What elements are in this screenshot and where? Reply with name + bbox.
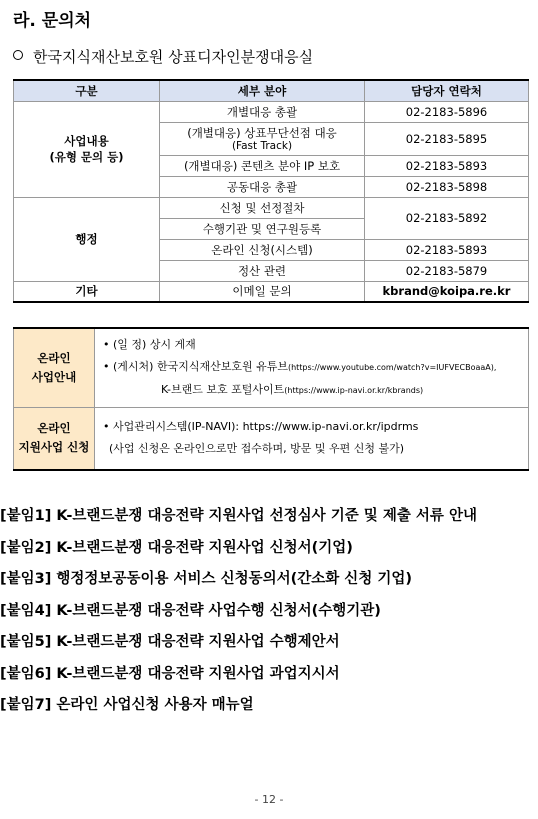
ipnavi-line[interactable]: • 사업관리시스템(IP-NAVI): https://www.ip-navi.or.kr/ipdrms bbox=[103, 420, 419, 434]
publish-text: • (게시처) 한국지식재산보호원 유튜브 bbox=[103, 360, 288, 373]
field-cell: 수행기관 및 연구원등록 bbox=[160, 218, 365, 239]
field-subtext: (Fast Track) bbox=[231, 139, 293, 152]
section-subheading bbox=[13, 46, 313, 67]
attachment-3: [붙임3] 행정정보공동이용 서비스 신청동의서(간소화 신청 기업) bbox=[0, 571, 413, 587]
group-etc: 기타 bbox=[14, 281, 160, 302]
online-guide-label-line2: 사업안내 bbox=[31, 370, 77, 384]
online-info-table bbox=[13, 327, 529, 471]
field-cell: (개별대응) 콘텐츠 분야 IP 보호 bbox=[160, 155, 365, 176]
header-category: 구분 bbox=[14, 80, 160, 101]
youtube-link[interactable]: (https://www.youtube.com/watch?v=IUFVECBoaaA), bbox=[287, 363, 497, 372]
contact-email-cell: kbrand@koipa.re.kr bbox=[365, 281, 529, 302]
schedule-line: • (일 정) 상시 게재 bbox=[103, 338, 196, 351]
section-heading: 라. 문의처 bbox=[13, 11, 92, 31]
contact-cell: 02-2183-5893 bbox=[365, 239, 529, 260]
application-note: (사업 신청은 온라인으로만 접수하며, 방문 및 우편 신청 불가) bbox=[109, 442, 405, 456]
attachment-2: [붙임2] K-브랜드분쟁 대응전략 지원사업 신청서(기업) bbox=[0, 540, 353, 556]
field-cell bbox=[160, 122, 365, 155]
contact-cell: 02-2183-5893 bbox=[365, 155, 529, 176]
publish-line bbox=[103, 356, 520, 379]
contact-cell: 02-2183-5892 bbox=[365, 197, 529, 239]
field-cell: 정산 관련 bbox=[160, 260, 365, 281]
field-cell: 온라인 신청(시스템) bbox=[160, 239, 365, 260]
online-support-label bbox=[14, 408, 95, 470]
portal-line bbox=[103, 379, 520, 402]
contact-cell: 02-2183-5896 bbox=[365, 101, 529, 122]
field-cell: 개별대응 총괄 bbox=[160, 101, 365, 122]
header-contact: 담당자 연락처 bbox=[365, 80, 529, 101]
page-number: - 12 - bbox=[254, 793, 284, 806]
online-guide-content bbox=[95, 328, 529, 408]
online-guide-label bbox=[14, 328, 95, 408]
attachment-5: [붙임5] K-브랜드분쟁 대응전략 지원사업 수행제안서 bbox=[0, 634, 340, 650]
group-business-line1: 사업내용 bbox=[64, 134, 109, 148]
header-field: 세부 분야 bbox=[160, 80, 365, 101]
contact-table bbox=[13, 79, 529, 303]
contact-cell: 02-2183-5879 bbox=[365, 260, 529, 281]
group-admin: 행정 bbox=[14, 197, 160, 281]
table-row bbox=[14, 197, 529, 218]
field-cell: 공동대응 총괄 bbox=[160, 176, 365, 197]
group-business-line2: (유형 문의 등) bbox=[49, 150, 124, 164]
attachment-1: [붙임1] K-브랜드분쟁 대응전략 지원사업 선정심사 기준 및 제출 서류 안내 bbox=[0, 508, 477, 524]
contact-cell: 02-2183-5895 bbox=[365, 122, 529, 155]
field-cell: 이메일 문의 bbox=[160, 281, 365, 302]
attachment-7: [붙임7] 온라인 사업신청 사용자 매뉴얼 bbox=[0, 697, 254, 713]
online-support-label-line1: 온라인 bbox=[37, 421, 71, 436]
subheading-text: 한국지식재산보호원 상표디자인분쟁대응실 bbox=[33, 48, 314, 66]
table-row bbox=[14, 101, 529, 122]
attachment-4: [붙임4] K-브랜드분쟁 대응전략 사업수행 신청서(수행기관) bbox=[0, 603, 381, 619]
online-support-content bbox=[95, 408, 529, 470]
portal-text: K-브랜드 보호 포털사이트 bbox=[161, 383, 285, 396]
field-cell: 신청 및 선정절차 bbox=[160, 197, 365, 218]
attachment-6: [붙임6] K-브랜드분쟁 대응전략 지원사업 과업지시서 bbox=[0, 666, 340, 682]
online-support-row bbox=[14, 408, 529, 470]
contact-table-header bbox=[14, 80, 529, 101]
portal-link[interactable]: (https://www.ip-navi.or.kr/kbrands) bbox=[284, 386, 424, 395]
table-row bbox=[14, 281, 529, 302]
online-guide-label-line1: 온라인 bbox=[37, 351, 71, 365]
online-support-label-line2: 지원사업 신청 bbox=[18, 440, 90, 455]
online-guide-row bbox=[14, 328, 529, 408]
field-text: (개별대응) 상표무단선점 대응 bbox=[187, 125, 337, 140]
circle-bullet-icon bbox=[13, 50, 23, 60]
group-business bbox=[14, 101, 160, 197]
contact-cell: 02-2183-5898 bbox=[365, 176, 529, 197]
